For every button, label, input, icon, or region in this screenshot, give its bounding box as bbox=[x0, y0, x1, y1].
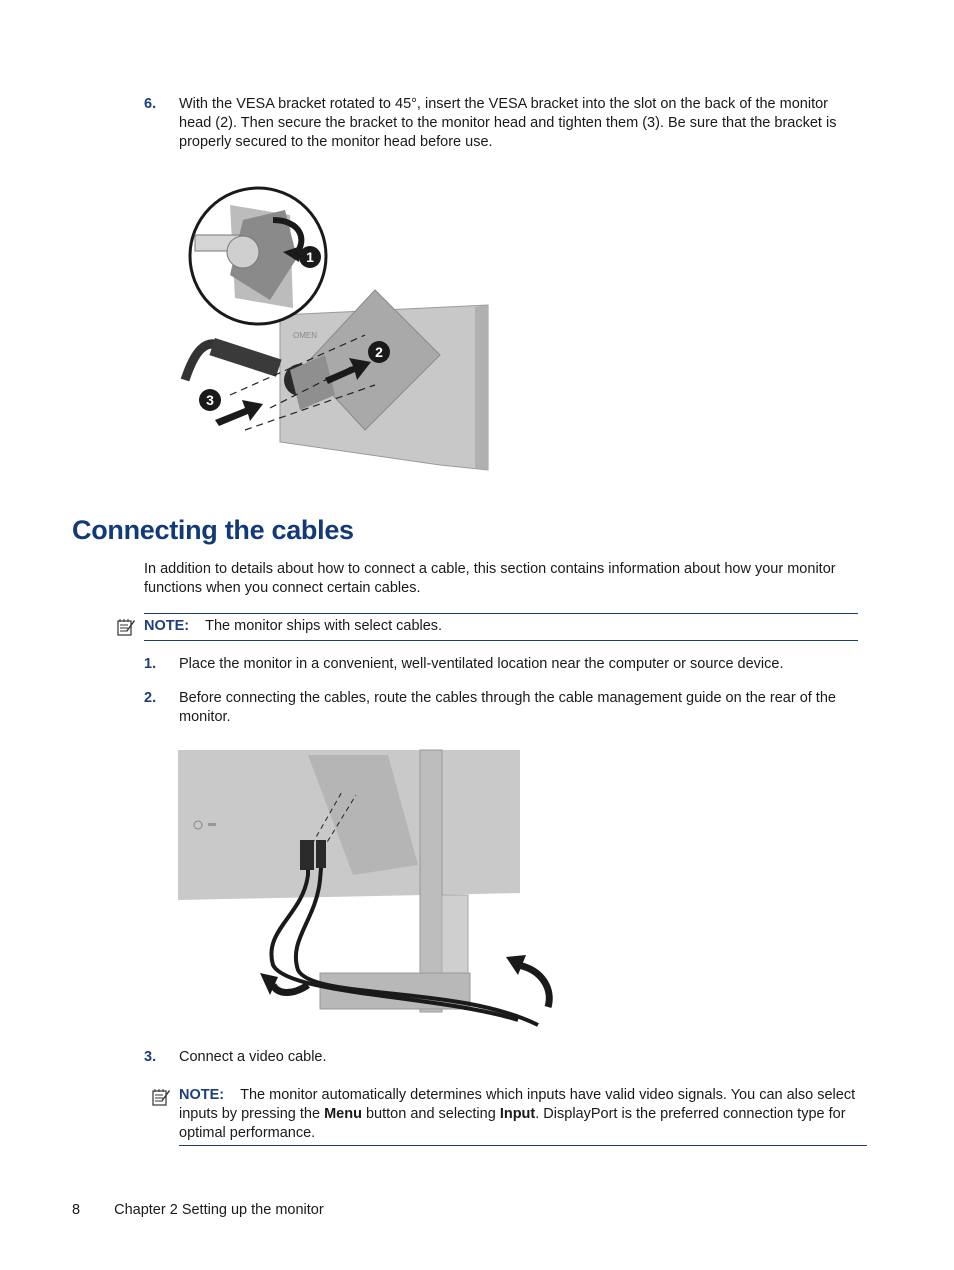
note-2-text-1: The monitor automatically determines which inputs have valid video signals. You can also select bbox=[240, 1087, 856, 1103]
note-2-line-3: optimal performance. bbox=[179, 1125, 316, 1141]
note-2-label: NOTE: bbox=[179, 1087, 225, 1103]
cable-routing-illustration bbox=[178, 745, 558, 1030]
menu-button-term: Menu bbox=[324, 1106, 362, 1122]
chapter-title: Chapter 2 Setting up the monitor bbox=[114, 1202, 324, 1218]
callout-3: 3 bbox=[206, 392, 214, 408]
note-pad-icon-2 bbox=[151, 1087, 171, 1107]
note-2-text-2c: . DisplayPort is the preferred connection type for bbox=[535, 1106, 846, 1122]
page-footer bbox=[72, 1202, 324, 1218]
monitor-logo: OMEN bbox=[293, 331, 317, 340]
route-left-arrow bbox=[273, 985, 308, 993]
note-1-text: The monitor ships with select cables. bbox=[205, 618, 443, 634]
step-3-number: 3. bbox=[144, 1049, 157, 1065]
step-6-line-3: properly secured to the monitor head before use. bbox=[179, 134, 493, 150]
note-2-line-1 bbox=[179, 1086, 879, 1105]
step-1-number: 1. bbox=[144, 656, 157, 672]
step-3-text: Connect a video cable. bbox=[179, 1049, 327, 1065]
vesa-bracket-illustration bbox=[175, 180, 495, 475]
note-1-bottom-rule bbox=[144, 640, 858, 641]
note-2 bbox=[179, 1086, 879, 1143]
note-1-label: NOTE: bbox=[144, 618, 190, 634]
note-2-text-2b: button and selecting bbox=[361, 1106, 500, 1122]
step-2-line-2: monitor. bbox=[179, 709, 231, 725]
step-6-line-2: head (2). Then secure the bracket to the monitor head and tighten them (3). Be sure that the bracket is bbox=[179, 115, 837, 131]
note-2-bottom-rule bbox=[179, 1145, 867, 1146]
route-right-arrow bbox=[518, 965, 549, 1007]
step-6-number: 6. bbox=[144, 96, 157, 112]
step-2-number: 2. bbox=[144, 690, 157, 706]
step-2-text bbox=[179, 689, 836, 727]
step-6-line-1: With the VESA bracket rotated to 45°, insert the VESA bracket into the slot on the back of the monitor bbox=[179, 96, 828, 112]
secure-arrow bbox=[215, 400, 263, 426]
note-2-line-2 bbox=[179, 1105, 879, 1124]
intro-line-2: functions when you connect certain cables. bbox=[144, 580, 421, 596]
note-1-top-rule bbox=[144, 613, 858, 614]
section-intro bbox=[144, 560, 884, 598]
note-pad-icon bbox=[116, 617, 136, 637]
section-title: Connecting the cables bbox=[72, 515, 354, 545]
callout-1: 1 bbox=[306, 249, 314, 265]
input-option-term: Input bbox=[499, 1106, 536, 1122]
intro-line-1: In addition to details about how to connect a cable, this section contains information about how your monitor bbox=[144, 561, 836, 577]
step-2-line-1: Before connecting the cables, route the cables through the cable management guide on the rear of the bbox=[179, 690, 836, 706]
step-6-text bbox=[179, 95, 879, 152]
callout-2: 2 bbox=[375, 344, 383, 360]
note-2-text-2a: inputs by pressing the bbox=[179, 1106, 325, 1122]
page-number: 8 bbox=[72, 1202, 81, 1218]
note-1 bbox=[144, 617, 442, 636]
step-1-text: Place the monitor in a convenient, well-ventilated location near the computer or source device. bbox=[179, 656, 784, 672]
